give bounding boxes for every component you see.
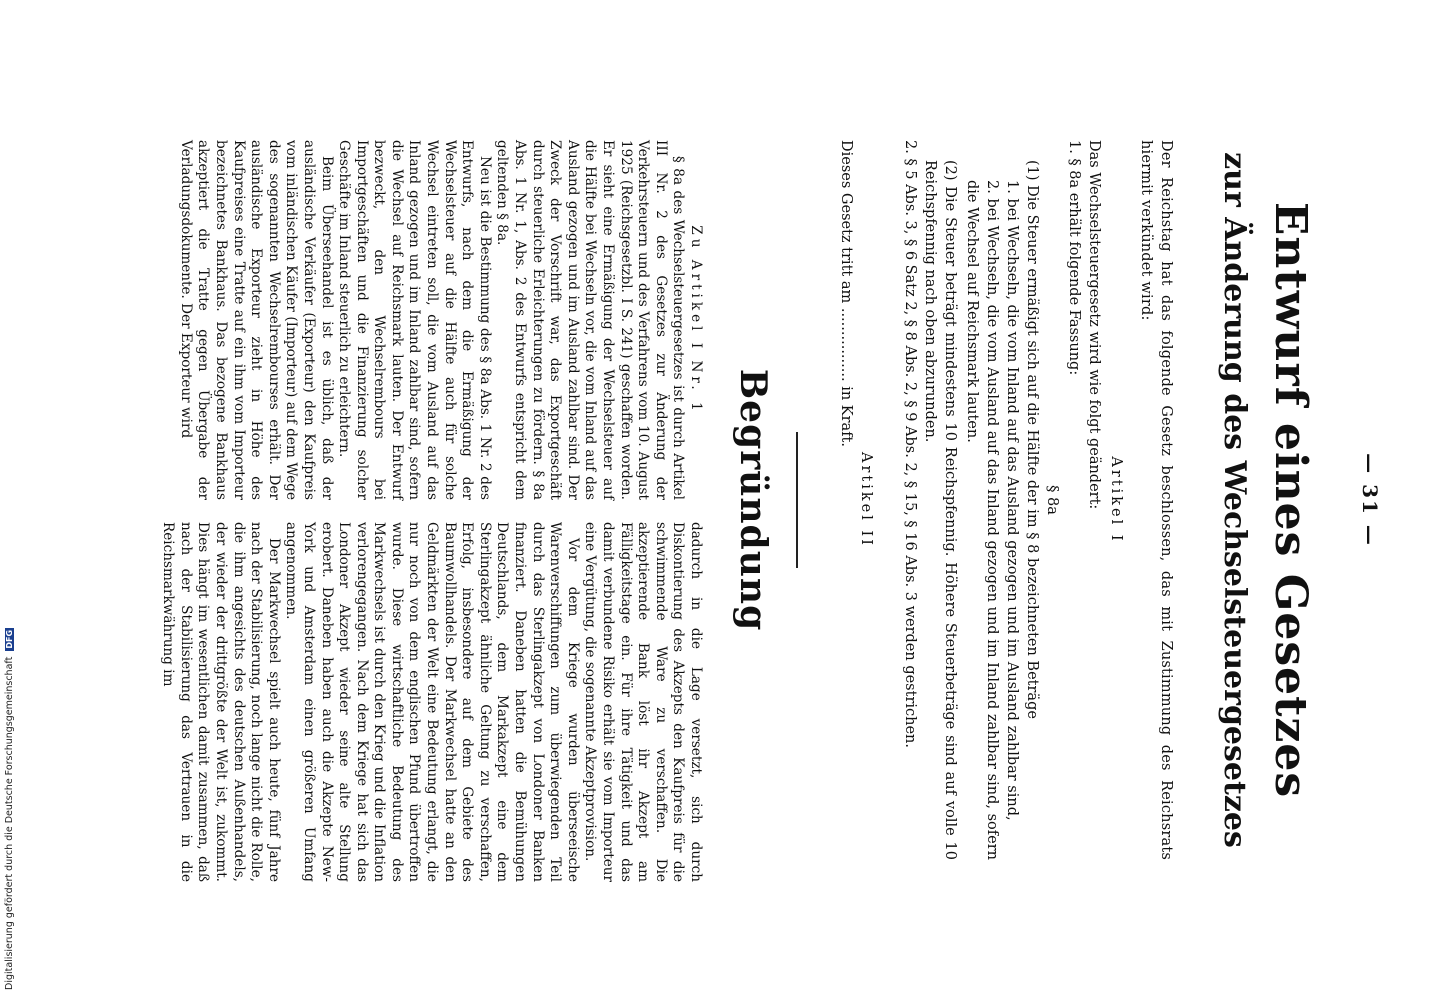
begruendung-right-column bbox=[159, 522, 704, 882]
zu-artikel-heading: Zu Artikel I Nr. 1 bbox=[688, 225, 704, 415]
document-title: Entwurf eines Gesetzes bbox=[1265, 201, 1316, 799]
article-1-item-2: 2. § 5 Abs. 3, § 6 Satz 2, § 8 Abs. 2, § 9 Abs. 2, § 15, § 16 Abs. 3 werden gestrichen. bbox=[902, 140, 918, 749]
begruendung-paragraph: Der Markwechsel spielt auch heute, fünf Jahre nach der Stabilisierung, noch lange nicht die Rolle, die ihm angesichts des deutschen Außenhandels, der wieder der drittgrößte der Welt ist, zukommt. Dies hängt im wesentlichen damit zusammen, daß nach der Stabilisierung das Vertrauen in die Reichsmarkwährung im bbox=[160, 522, 282, 882]
dfg-logo: DFG bbox=[5, 629, 14, 649]
begruendung-paragraph: Vor dem Kriege wurden überseeische Warenverschiffungen zum überwiegenden Teil durch das Sterlingakzept von Londoner Banken finanziert. Daneben hatten die Bemühungen Deutschlands, dem Markakzept eine dem Sterlingakzept ähnliche Geltung zu verschaffen, Erfolg, insbesondere auf dem Gebiete des Baumwollhandels. Der Markwechsel hatte an den Geldmärkten der Welt eine Bedeutung erlangt, die nur noch von dem englischen Pfund übertroffen wurde. Diese wirtschaftliche Bedeutung des Markwechsels ist durch den Krieg und die Inflation verlorengegangen. Nach dem Kriege hat sich das Londoner Akzept wieder seine alte Stellung erobert. Daneben haben auch die Akzepte New-York und Amsterdam einen größeren Umfang angenommen. bbox=[283, 522, 581, 882]
paragraph-8a-subitem-1: 1. bei Wechseln, die vom Inland auf das Ausland gezogen und im Ausland zahlbar sind, bbox=[1004, 180, 1020, 821]
article-2-text: Dieses Gesetz tritt am ................ in Kraft. bbox=[838, 140, 854, 447]
article-1-change-sentence: Das Wechselsteuergesetz wird wie folgt geändert: bbox=[1086, 140, 1102, 510]
enactment-clause: Der Reichstag hat das folgende Gesetz beschlossen, das mit Zustimmung des Reichsrats hiermit verkündet wird: bbox=[1138, 140, 1174, 860]
page-number: — 31 — bbox=[1358, 453, 1382, 547]
document-subtitle: zur Änderung des Wechselsteuergesetzes bbox=[1217, 152, 1252, 848]
begruendung-paragraph: Beim Überseehandel ist es üblich, daß der ausländische Verkäufer (Exporteur) den Kaufpreis vom inländischen Käufer (Importeur) auf dem Wege des sogenannten Wechselrembourses erhält. Der ausländische Exporteur zieht in Höhe des Kaufpreises eine Tratte auf ein ihm vom Importeur bezeichnetes Bankhaus. Das bezogene Bankhaus akzeptiert die Tratte gegen Übergabe der Verladungsdokumente. Der Exporteur wird bbox=[177, 140, 335, 500]
begruendung-paragraph: Neu ist die Bestimmung des § 8a Abs. 1 Nr. 2 des Entwurfs, nach dem die Ermäßigung der Wechselsteuer auf die Hälfte auch für solche Wechsel eintreten soll, die vom Ausland auf das Inland gezogen und im Inland zahlbar sind, sofern die Wechsel auf Reichsmark lauten. Der Entwurf bezweckt, den Wechselrembours bei Importgeschäften und die Finanzierung solcher Geschäfte im Inland steuerlich zu erleichtern. bbox=[336, 140, 493, 500]
paragraph-8a-heading: § 8a bbox=[1044, 485, 1060, 515]
digitization-credit bbox=[4, 628, 15, 990]
begruendung-paragraph: dadurch in die Lage versetzt, sich durch Diskontierung des Akzepts den Kaufpreis für die schwimmende Ware zu verschaffen. Die akzeptierende Bank löst ihr Akzept am Fälligkeitstage ein. Für ihre Tätigkeit und das damit verbundene Risiko erhält sie vom Importeur eine Vergütung, die sogenannte Akzeptprovision. bbox=[582, 522, 704, 882]
article-1-item-1: 1. § 8a erhält folgende Fassung: bbox=[1066, 140, 1082, 376]
article-1-heading: Artikel I bbox=[1108, 456, 1124, 544]
paragraph-8a-subitem-2: 2. bei Wechseln, die vom Ausland auf das Inland gezogen und im Inland zahlbar sind, sofern die Wechsel auf Reichsmark lauten. bbox=[964, 180, 1000, 860]
begruendung-heading: Begründung bbox=[732, 368, 774, 632]
paragraph-8a-section-2: (2) Die Steuer beträgt mindestens 10 Reichspfennig. Höhere Steuerbeträge sind auf volle 10 Reichspfennig nach oben abzurunden. bbox=[922, 160, 958, 860]
section-divider bbox=[796, 432, 798, 568]
begruendung-left-column bbox=[176, 140, 704, 500]
article-2-heading: Artikel II bbox=[858, 452, 874, 548]
begruendung-paragraph: § 8a des Wechselsteuergesetzes ist durch Artikel III Nr. 2 des Gesetzes zur Änderung der Verkehrsteuern und des Verfahrens vom 10. August 1925 (Reichsgesetzbl. I S. 241) geschaffen worden. Er sieht eine Ermäßigung der Wechselsteuer auf die Hälfte bei Wechseln vor, die vom Inland auf das Ausland gezogen und im Ausland zahlbar sind. Der Zweck der Vorschrift war, das Exportgeschäft durch steuerliche Erleichterungen zu fördern. § 8a Abs. 1 Nr. 1, Abs. 2 des Entwurfs entspricht dem geltenden § 8a. bbox=[494, 140, 687, 500]
paragraph-8a-section-1: (1) Die Steuer ermäßigt sich auf die Hälfte der im § 8 bezeichneten Beträge bbox=[1024, 160, 1040, 719]
digitization-credit-text: Digitalisierung gefördert durch die Deutsche Forschungsgemeinschaft bbox=[4, 656, 15, 990]
